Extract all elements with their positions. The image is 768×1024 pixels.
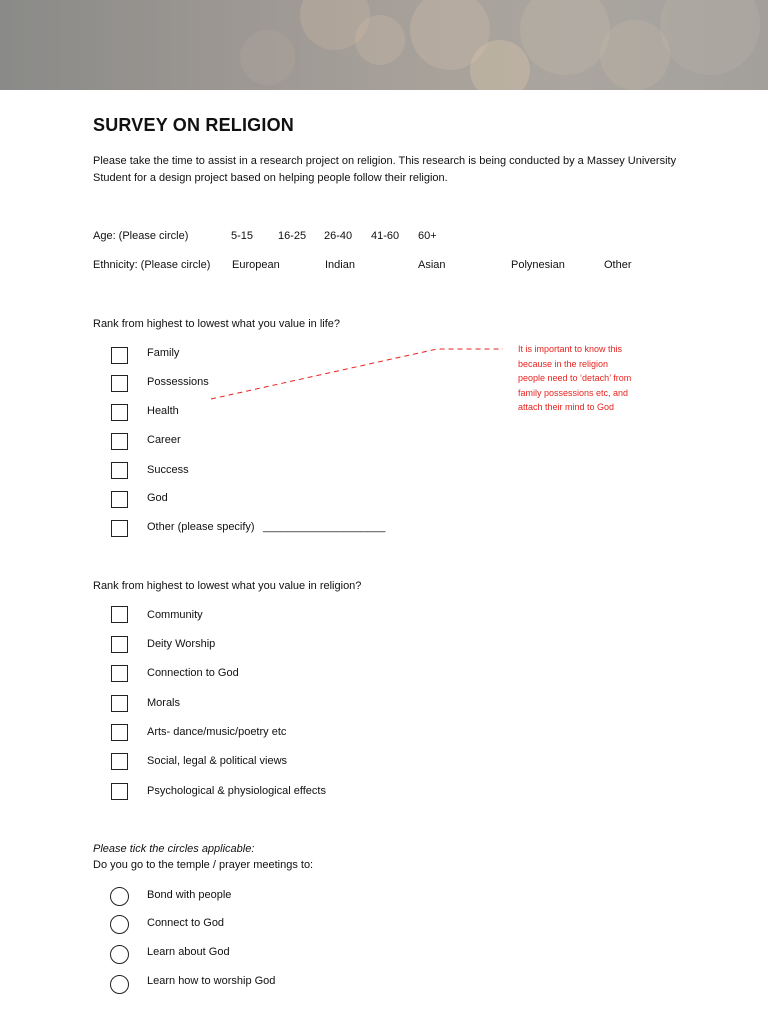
life-item-label: Family [147,347,180,359]
religion-item-label: Arts- dance/music/poetry etc [147,726,287,738]
rank-checkbox[interactable] [111,606,128,623]
ethnicity-label: Ethnicity: (Please circle) [93,259,211,271]
life-item-label: Success [147,464,189,476]
age-option[interactable]: 26-40 [324,230,353,242]
page-title: SURVEY ON RELIGION [93,115,294,135]
rank-checkbox[interactable] [111,695,128,712]
temple-item-label: Learn how to worship God [147,975,276,987]
age-label: Age: (Please circle) [93,230,189,242]
life-item-label: Health [147,405,179,417]
tick-circle[interactable] [110,975,129,994]
temple-item-label: Connect to God [147,917,225,929]
temple-item-label: Learn about God [147,946,230,958]
tick-circle[interactable] [110,945,129,964]
rank-checkbox[interactable] [111,783,128,800]
ethnicity-option[interactable]: Asian [418,259,446,271]
ethnicity-option[interactable]: European [232,259,280,271]
life-item-label: Possessions [147,376,209,388]
specify-blank-line[interactable]: ____________________ [263,521,386,533]
tick-circle[interactable] [110,887,129,906]
religion-item-label: Community [147,609,203,621]
religion-values-question: Rank from highest to lowest what you value in religion? [93,580,362,592]
life-item-label: God [147,492,168,504]
age-option[interactable]: 41-60 [371,230,400,242]
age-option[interactable]: 60+ [418,230,437,242]
religion-item-label: Deity Worship [147,638,216,650]
rank-checkbox[interactable] [111,753,128,770]
life-item-label: Other (please specify) [147,521,255,533]
temple-item-label: Bond with people [147,889,232,901]
age-option[interactable]: 16-25 [278,230,307,242]
tick-instruction: Please tick the circles applicable: [93,843,255,855]
tick-circle[interactable] [110,915,129,934]
ethnicity-option[interactable]: Indian [325,259,355,271]
ethnicity-option[interactable]: Polynesian [511,259,565,271]
intro-paragraph: Please take the time to assist in a research project on religion. This research is being conducted by a Massey University Student for a design project based on helping people follow their religion. [93,155,677,184]
life-item-label: Career [147,434,181,446]
life-values-question: Rank from highest to lowest what you value in life? [93,318,341,330]
ethnicity-option[interactable]: Other [604,259,632,271]
rank-checkbox[interactable] [111,724,128,741]
religion-item-label: Social, legal & political views [147,755,288,767]
religion-item-label: Morals [147,697,181,709]
temple-question: Do you go to the temple / prayer meetings to: [93,859,314,871]
rank-checkbox[interactable] [111,665,128,682]
age-option[interactable]: 5-15 [231,230,254,242]
religion-item-label: Connection to God [147,667,239,679]
rank-checkbox[interactable] [111,636,128,653]
religion-item-label: Psychological & physiological effects [147,785,326,797]
annotation-note: It is important to know this because in the religion people need to ‘detach’ from family possessions etc, and attach their mind to God [518,344,632,412]
